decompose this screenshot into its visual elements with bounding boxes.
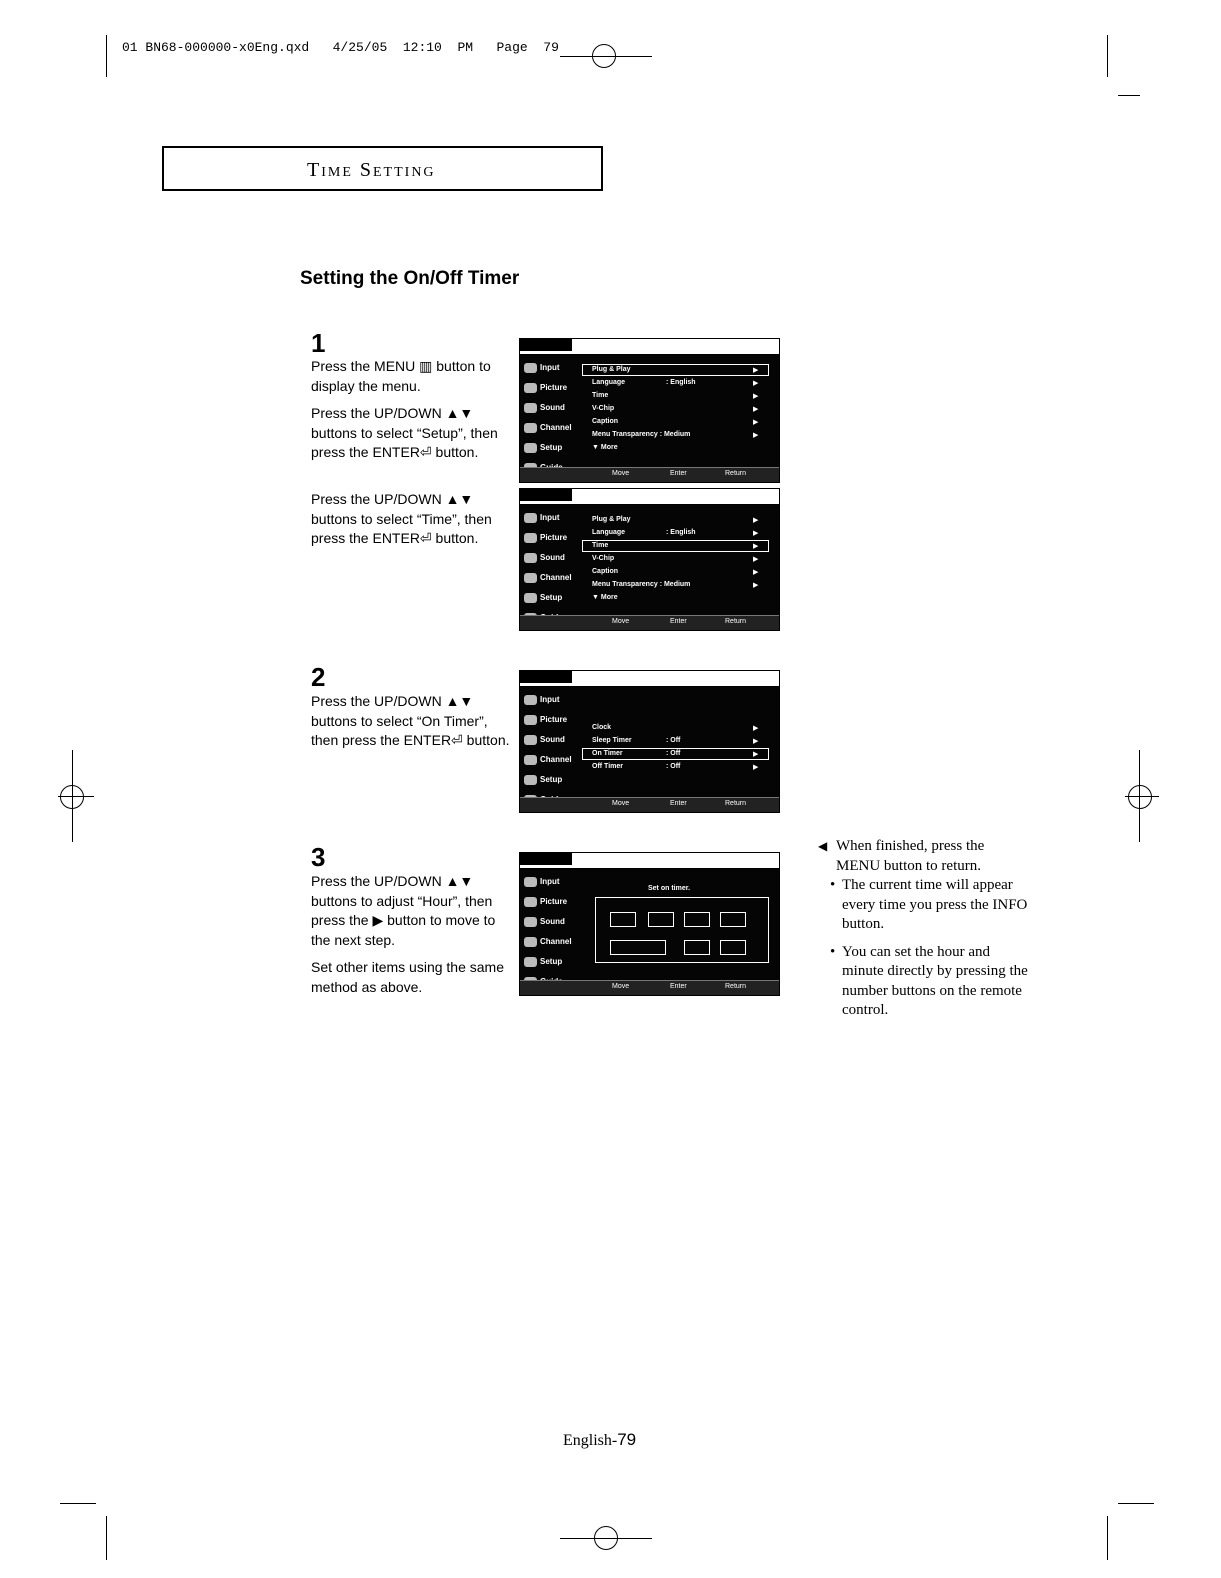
arrow-right-icon: ▶ xyxy=(753,432,759,439)
sidebar-item-input: Input xyxy=(524,877,560,887)
triangle-left-icon: ◀ xyxy=(818,839,828,853)
sidebar-item-setup: Setup xyxy=(524,443,562,453)
note-main: ◀ When finished, press the MENU button to return. xyxy=(818,838,985,874)
arrow-right-icon: ▶ xyxy=(753,751,759,758)
tv-footer: Move Enter Return xyxy=(520,467,779,482)
minute-field xyxy=(648,912,674,927)
arrow-right-icon: ▶ xyxy=(753,738,759,745)
arrow-right-icon: ▶ xyxy=(753,556,759,563)
channel-icon xyxy=(524,755,537,765)
menu-item: Menu Transparency : Medium xyxy=(592,431,691,438)
sidebar-item-picture: Picture xyxy=(524,533,567,543)
sidebar-item-channel: Channel xyxy=(524,937,572,947)
header-title-box xyxy=(162,146,603,191)
sidebar-item-setup: Setup xyxy=(524,593,562,603)
source-field xyxy=(720,940,746,955)
input-icon xyxy=(524,363,537,373)
tv-footer: Move Enter Return xyxy=(520,797,779,812)
sidebar-item-setup: Setup xyxy=(524,775,562,785)
side-note xyxy=(818,837,1028,1021)
menu-item: Time xyxy=(592,542,609,549)
menu-item: Clock xyxy=(592,724,612,731)
sidebar-item-picture: Picture xyxy=(524,897,567,907)
sidebar-item-sound: Sound xyxy=(524,403,565,413)
crop-mark xyxy=(1107,1516,1108,1560)
sound-icon xyxy=(524,735,537,745)
menu-value: : Off xyxy=(666,750,681,757)
sidebar-item-setup: Setup xyxy=(524,957,562,967)
sidebar-item-channel: Channel xyxy=(524,755,572,765)
activate-field xyxy=(720,912,746,927)
arrow-right-icon: ▶ xyxy=(753,725,759,732)
arrow-right-icon: ▶ xyxy=(753,406,759,413)
page-number: 79 xyxy=(617,1430,637,1449)
tv-screen-setup xyxy=(519,338,780,483)
registration-mark xyxy=(60,785,84,809)
crop-mark xyxy=(60,1503,96,1504)
step-text: Set other items using the same method as above. xyxy=(311,959,504,995)
tv-footer: Move Enter Return xyxy=(520,980,779,995)
arrow-right-icon: ▶ xyxy=(753,764,759,771)
section-title: Setting the On/Off Timer xyxy=(300,268,520,289)
crop-mark xyxy=(106,1516,107,1560)
step-text: Press the MENU ▥ button to display the menu. xyxy=(311,358,491,394)
sidebar-item-channel: Channel xyxy=(524,423,572,433)
step-number: 3 xyxy=(311,842,326,872)
channel-icon xyxy=(524,937,537,947)
picture-icon xyxy=(524,897,537,907)
arrow-right-icon: ▶ xyxy=(753,419,759,426)
menu-item: Caption xyxy=(592,418,619,425)
arrow-right-icon: ▶ xyxy=(753,380,759,387)
sound-icon xyxy=(524,917,537,927)
sidebar-item-input: Input xyxy=(524,695,560,705)
menu-value: : Off xyxy=(666,737,681,744)
step-number: 2 xyxy=(311,662,326,692)
menu-item: V-Chip xyxy=(592,405,615,412)
menu-value: : English xyxy=(666,379,696,386)
step-text: Press the UP/DOWN ▲▼ buttons to select “Time”, then press the ENTER⏎ button. xyxy=(311,491,492,546)
bullet-icon: • xyxy=(830,943,836,960)
crop-mark xyxy=(1107,35,1108,77)
menu-item: Language xyxy=(592,379,626,386)
tv-screen-time xyxy=(519,670,780,813)
arrow-right-icon: ▶ xyxy=(753,517,759,524)
input-icon xyxy=(524,695,537,705)
on-timer-panel xyxy=(595,897,769,963)
ampm-field xyxy=(684,912,710,927)
menu-item: ▼ More xyxy=(592,444,618,451)
registration-mark xyxy=(592,44,616,68)
menu-item: Menu Transparency : Medium xyxy=(592,581,691,588)
arrow-right-icon: ▶ xyxy=(753,582,759,589)
sidebar-item-sound: Sound xyxy=(524,553,565,563)
sidebar-item-picture: Picture xyxy=(524,715,567,725)
selection-highlight xyxy=(582,540,769,552)
step-number: 1 xyxy=(311,328,326,358)
step-text: Press the UP/DOWN ▲▼ buttons to select “On Timer”, then press the ENTER⏎ button. xyxy=(311,693,510,748)
channel-icon xyxy=(524,423,537,433)
setup-icon xyxy=(524,443,537,453)
setup-icon xyxy=(524,775,537,785)
sidebar-item-channel: Channel xyxy=(524,573,572,583)
hour-field xyxy=(610,912,636,927)
setup-icon xyxy=(524,593,537,603)
sidebar-item-input: Input xyxy=(524,363,560,373)
menu-value: : English xyxy=(666,529,696,536)
channel-icon xyxy=(524,573,537,583)
menu-item: Caption xyxy=(592,568,619,575)
setup-icon xyxy=(524,957,537,967)
arrow-right-icon: ▶ xyxy=(753,367,759,374)
sound-icon xyxy=(524,553,537,563)
arrow-right-icon: ▶ xyxy=(753,530,759,537)
crop-mark xyxy=(1118,1503,1154,1504)
picture-icon xyxy=(524,383,537,393)
arrow-right-icon: ▶ xyxy=(753,543,759,550)
input-icon xyxy=(524,877,537,887)
arrow-right-icon: ▶ xyxy=(753,569,759,576)
sidebar-item-input: Input xyxy=(524,513,560,523)
registration-mark xyxy=(1128,785,1152,809)
tv-screen-setup-time xyxy=(519,488,780,631)
menu-item: Language xyxy=(592,529,626,536)
volume-field xyxy=(684,940,710,955)
page-title: Time Setting xyxy=(307,159,436,181)
step-text: Press the UP/DOWN ▲▼ buttons to select “Setup”, then press the ENTER⏎ button. xyxy=(311,405,498,460)
picture-icon xyxy=(524,533,537,543)
channel-field xyxy=(610,940,666,955)
sound-icon xyxy=(524,403,537,413)
note-bullet: • The current time will appear every time you press the INFO button. xyxy=(830,877,1028,932)
registration-mark xyxy=(594,1526,618,1550)
input-icon xyxy=(524,513,537,523)
menu-item: Plug & Play xyxy=(592,366,631,373)
step-text: Press the UP/DOWN ▲▼ buttons to adjust “Hour”, then press the ▶ button to move to the next step. xyxy=(311,873,496,948)
menu-value: : Off xyxy=(666,763,681,770)
sidebar-item-picture: Picture xyxy=(524,383,567,393)
picture-icon xyxy=(524,715,537,725)
arrow-right-icon: ▶ xyxy=(753,393,759,400)
sidebar-item-sound: Sound xyxy=(524,917,565,927)
page-footer: English-79 xyxy=(563,1430,637,1449)
print-slug: 01 BN68-000000-x0Eng.qxd 4/25/05 12:10 PM Page 79 xyxy=(122,40,559,55)
menu-item: On Timer xyxy=(592,750,623,757)
note-bullet: • You can set the hour and minute directly by pressing the number buttons on the remote control. xyxy=(830,943,1028,1018)
menu-item: ▼ More xyxy=(592,594,618,601)
menu-item: V-Chip xyxy=(592,555,615,562)
tv-submenu-title: Set on timer. xyxy=(648,885,691,892)
tv-screen-on-timer xyxy=(519,852,780,996)
sidebar-item-sound: Sound xyxy=(524,735,565,745)
crop-mark xyxy=(1118,95,1140,96)
menu-item: Plug & Play xyxy=(592,516,631,523)
menu-item: Time xyxy=(592,392,609,399)
menu-item: Sleep Timer xyxy=(592,737,632,744)
bullet-icon: • xyxy=(830,877,836,893)
tv-footer: Move Enter Return xyxy=(520,615,779,630)
menu-item: Off Timer xyxy=(592,763,623,770)
crop-mark xyxy=(106,35,107,77)
